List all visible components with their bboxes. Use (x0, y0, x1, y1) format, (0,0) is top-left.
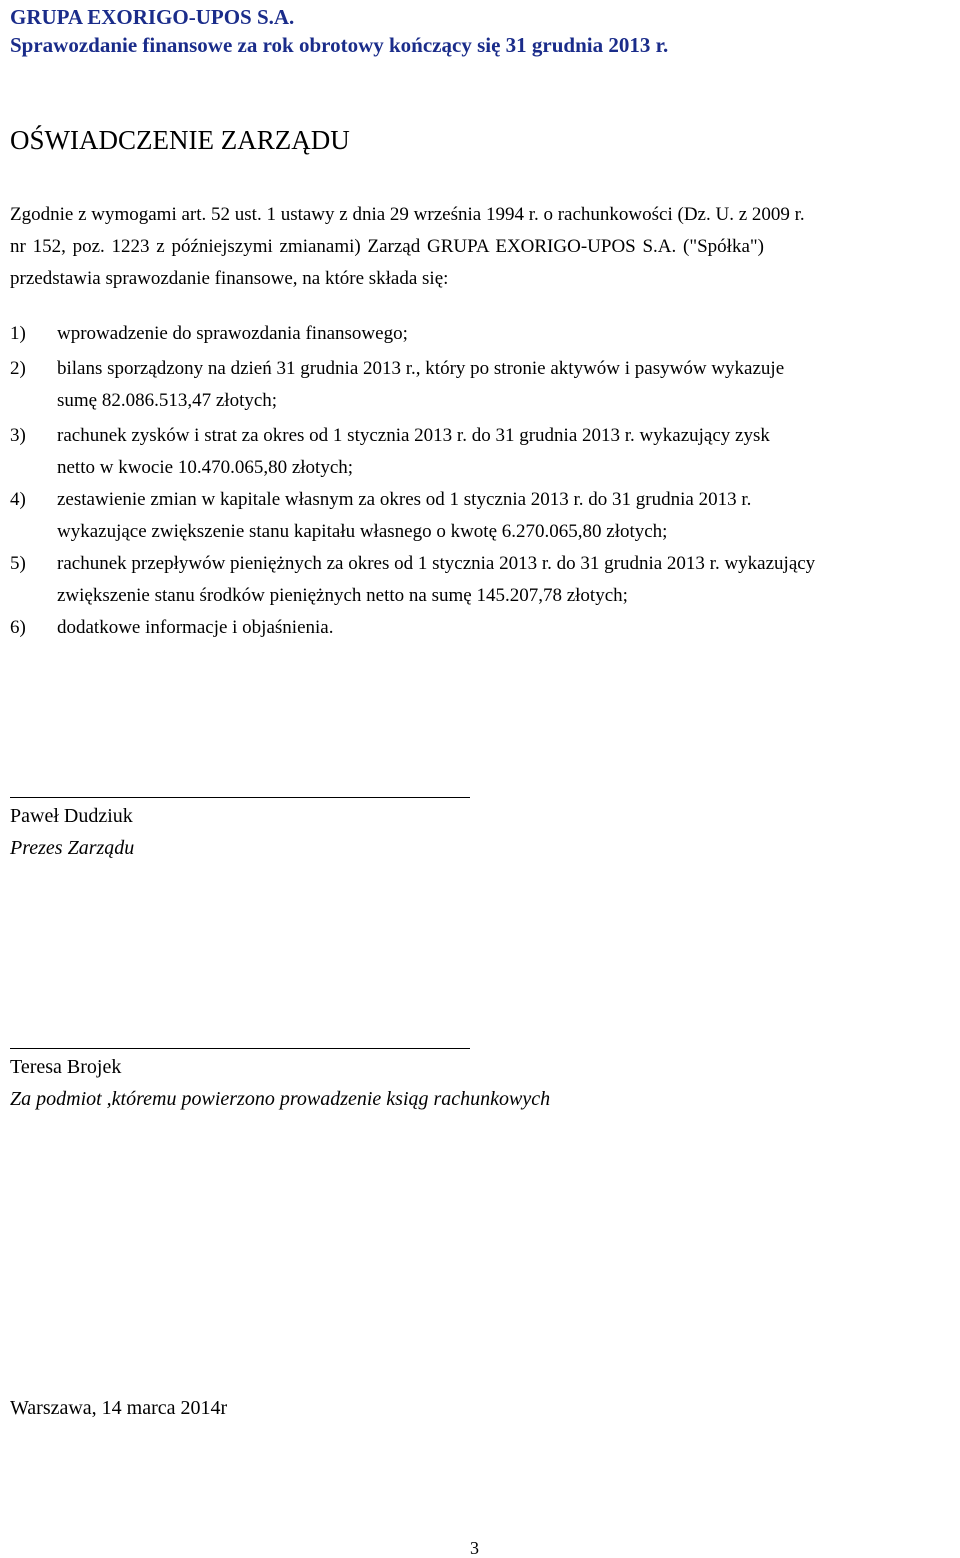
list-item-text-continued: zwiększenie stanu środków pieniężnych netto na sumę 145.207,78 złotych; (57, 585, 628, 606)
signature-line (10, 797, 470, 798)
list-item-text-continued: netto w kwocie 10.470.065,80 złotych; (57, 457, 354, 478)
page-number: 3 (470, 1538, 479, 1558)
list-item-text: rachunek przepływów pieniężnych za okres od 1 stycznia 2013 r. do 31 grudnia 2013 r. wykazujący (57, 553, 816, 574)
signatory-name: Teresa Brojek (10, 1056, 122, 1078)
list-item-text: rachunek zysków i strat za okres od 1 stycznia 2013 r. do 31 grudnia 2013 r. wykazujący zysk (57, 425, 770, 446)
list-item-number: 4) (10, 489, 26, 510)
list-item-text: dodatkowe informacje i objaśnienia. (57, 617, 334, 638)
signatory-role: Za podmiot ,któremu powierzono prowadzenie ksiąg rachunkowych (10, 1088, 551, 1110)
list-item-number: 6) (10, 617, 26, 638)
list-item-text: bilans sporządzony na dzień 31 grudnia 2013 r., który po stronie aktywów i pasywów wykazuje (57, 358, 785, 379)
signature-line (10, 1048, 470, 1049)
place-and-date: Warszawa, 14 marca 2014r (10, 1397, 228, 1419)
list-item-number: 3) (10, 425, 26, 446)
list-item-number: 2) (10, 358, 26, 379)
list-item-text: wprowadzenie do sprawozdania finansowego; (57, 323, 408, 344)
list-item-number: 5) (10, 553, 26, 574)
list-item-number: 1) (10, 323, 26, 344)
list-item-text-continued: sumę 82.086.513,47 złotych; (57, 390, 278, 411)
document-title: OŚWIADCZENIE ZARZĄDU (10, 125, 350, 155)
list-item-text-continued: wykazujące zwiększenie stanu kapitału własnego o kwotę 6.270.065,80 złotych; (57, 521, 668, 542)
signatory-role: Prezes Zarządu (10, 837, 135, 859)
intro-line-2: nr 152, poz. 1223 z późniejszymi zmianami) Zarząd GRUPA EXORIGO-UPOS S.A. ("Spółka") (10, 236, 764, 257)
signatory-name: Paweł Dudziuk (10, 805, 133, 827)
company-name: GRUPA EXORIGO-UPOS S.A. (10, 5, 295, 29)
intro-line-1: Zgodnie z wymogami art. 52 ust. 1 ustawy z dnia 29 września 1994 r. o rachunkowości (Dz. U. z 2009 r. (10, 204, 805, 225)
intro-line-3: przedstawia sprawozdanie finansowe, na które składa się: (10, 268, 449, 289)
report-title: Sprawozdanie finansowe za rok obrotowy kończący się 31 grudnia 2013 r. (10, 33, 669, 57)
list-item-text: zestawienie zmian w kapitale własnym za okres od 1 stycznia 2013 r. do 31 grudnia 2013 r. (57, 489, 752, 510)
